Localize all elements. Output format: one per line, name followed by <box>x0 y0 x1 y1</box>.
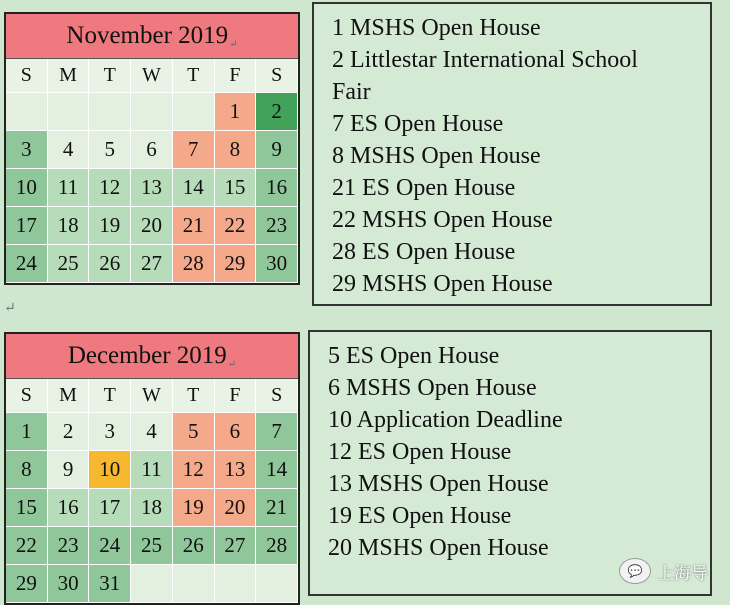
day-cell: 26 <box>89 245 131 283</box>
day-cell <box>173 565 215 603</box>
day-cell <box>131 93 173 131</box>
day-cell: 24 <box>89 527 131 565</box>
weekday-header: S <box>6 379 48 413</box>
day-cell: 27 <box>131 245 173 283</box>
day-cell: 21 <box>173 207 215 245</box>
weekday-header: S <box>256 379 298 413</box>
watermark-text: 上海导 <box>657 563 708 584</box>
day-cell <box>256 565 298 603</box>
weekday-header: S <box>256 59 298 93</box>
november-events <box>312 2 712 306</box>
day-cell: 23 <box>48 527 90 565</box>
day-cell: 11 <box>131 451 173 489</box>
weekday-header: T <box>173 59 215 93</box>
event-line: 1 MSHS Open House <box>332 15 541 41</box>
day-cell <box>6 93 48 131</box>
day-cell: 23 <box>256 207 298 245</box>
weekday-header: F <box>215 59 257 93</box>
november-grid <box>6 59 298 283</box>
wechat-icon: 💬 <box>619 558 651 584</box>
event-line: 5 ES Open House <box>328 343 500 369</box>
day-cell: 7 <box>256 413 298 451</box>
day-cell <box>215 565 257 603</box>
day-cell: 18 <box>48 207 90 245</box>
day-cell <box>89 93 131 131</box>
day-cell: 19 <box>173 489 215 527</box>
december-events <box>308 330 712 596</box>
event-line: 29 MSHS Open House <box>332 271 553 297</box>
day-cell: 1 <box>215 93 257 131</box>
november-title: November 2019 <box>66 22 229 49</box>
weekday-header: W <box>131 379 173 413</box>
weekday-header: S <box>6 59 48 93</box>
day-cell: 11 <box>48 169 90 207</box>
day-cell: 4 <box>131 413 173 451</box>
day-cell: 29 <box>215 245 257 283</box>
event-line: 6 MSHS Open House <box>328 375 537 401</box>
weekday-header: F <box>215 379 257 413</box>
day-cell: 15 <box>6 489 48 527</box>
day-cell <box>131 565 173 603</box>
day-cell: 17 <box>6 207 48 245</box>
day-cell: 2 <box>256 93 298 131</box>
day-cell <box>48 93 90 131</box>
day-cell: 6 <box>215 413 257 451</box>
event-line: 2 Littlestar International School <box>332 47 638 73</box>
day-cell: 13 <box>131 169 173 207</box>
event-line: 22 MSHS Open House <box>332 207 553 233</box>
day-cell: 16 <box>256 169 298 207</box>
event-line: 19 ES Open House <box>328 503 512 529</box>
day-cell: 24 <box>6 245 48 283</box>
day-cell: 30 <box>256 245 298 283</box>
day-cell: 26 <box>173 527 215 565</box>
event-line: Fair <box>332 79 371 105</box>
day-cell: 14 <box>173 169 215 207</box>
day-cell: 17 <box>89 489 131 527</box>
december-calendar <box>4 332 300 605</box>
day-cell: 25 <box>48 245 90 283</box>
day-cell: 10 <box>6 169 48 207</box>
day-cell: 22 <box>6 527 48 565</box>
day-cell: 25 <box>131 527 173 565</box>
day-cell: 31 <box>89 565 131 603</box>
paragraph-mark: ↵ <box>4 301 16 316</box>
event-line: 21 ES Open House <box>332 175 516 201</box>
day-cell: 19 <box>89 207 131 245</box>
event-line: 8 MSHS Open House <box>332 143 541 169</box>
weekday-header: M <box>48 379 90 413</box>
day-cell: 10 <box>89 451 131 489</box>
weekday-header: W <box>131 59 173 93</box>
day-cell <box>173 93 215 131</box>
day-cell: 8 <box>6 451 48 489</box>
day-cell: 14 <box>256 451 298 489</box>
weekday-header: T <box>89 379 131 413</box>
event-line: 28 ES Open House <box>332 239 516 265</box>
day-cell: 12 <box>173 451 215 489</box>
day-cell: 16 <box>48 489 90 527</box>
day-cell: 5 <box>89 131 131 169</box>
day-cell: 3 <box>6 131 48 169</box>
day-cell: 27 <box>215 527 257 565</box>
day-cell: 5 <box>173 413 215 451</box>
event-line: 7 ES Open House <box>332 111 504 137</box>
day-cell: 12 <box>89 169 131 207</box>
december-title: December 2019 <box>67 342 227 369</box>
day-cell: 13 <box>215 451 257 489</box>
day-cell: 18 <box>131 489 173 527</box>
day-cell: 3 <box>89 413 131 451</box>
day-cell: 9 <box>256 131 298 169</box>
event-line: 20 MSHS Open House <box>328 535 549 561</box>
day-cell: 6 <box>131 131 173 169</box>
day-cell: 4 <box>48 131 90 169</box>
day-cell: 1 <box>6 413 48 451</box>
day-cell: 8 <box>215 131 257 169</box>
weekday-header: T <box>173 379 215 413</box>
event-line: 10 Application Deadline <box>328 407 563 433</box>
event-line: 12 ES Open House <box>328 439 512 465</box>
december-grid <box>6 379 298 603</box>
day-cell: 30 <box>48 565 90 603</box>
calendar-title: December 2019 ↵ <box>6 334 298 379</box>
november-calendar <box>4 12 300 285</box>
weekday-header: M <box>48 59 90 93</box>
watermark <box>619 558 708 584</box>
day-cell: 20 <box>215 489 257 527</box>
calendar-title: November 2019 ↵ <box>6 14 298 59</box>
day-cell: 22 <box>215 207 257 245</box>
day-cell: 29 <box>6 565 48 603</box>
day-cell: 20 <box>131 207 173 245</box>
day-cell: 28 <box>173 245 215 283</box>
day-cell: 7 <box>173 131 215 169</box>
day-cell: 9 <box>48 451 90 489</box>
event-line: 13 MSHS Open House <box>328 471 549 497</box>
day-cell: 21 <box>256 489 298 527</box>
day-cell: 15 <box>215 169 257 207</box>
day-cell: 2 <box>48 413 90 451</box>
day-cell: 28 <box>256 527 298 565</box>
weekday-header: T <box>89 59 131 93</box>
